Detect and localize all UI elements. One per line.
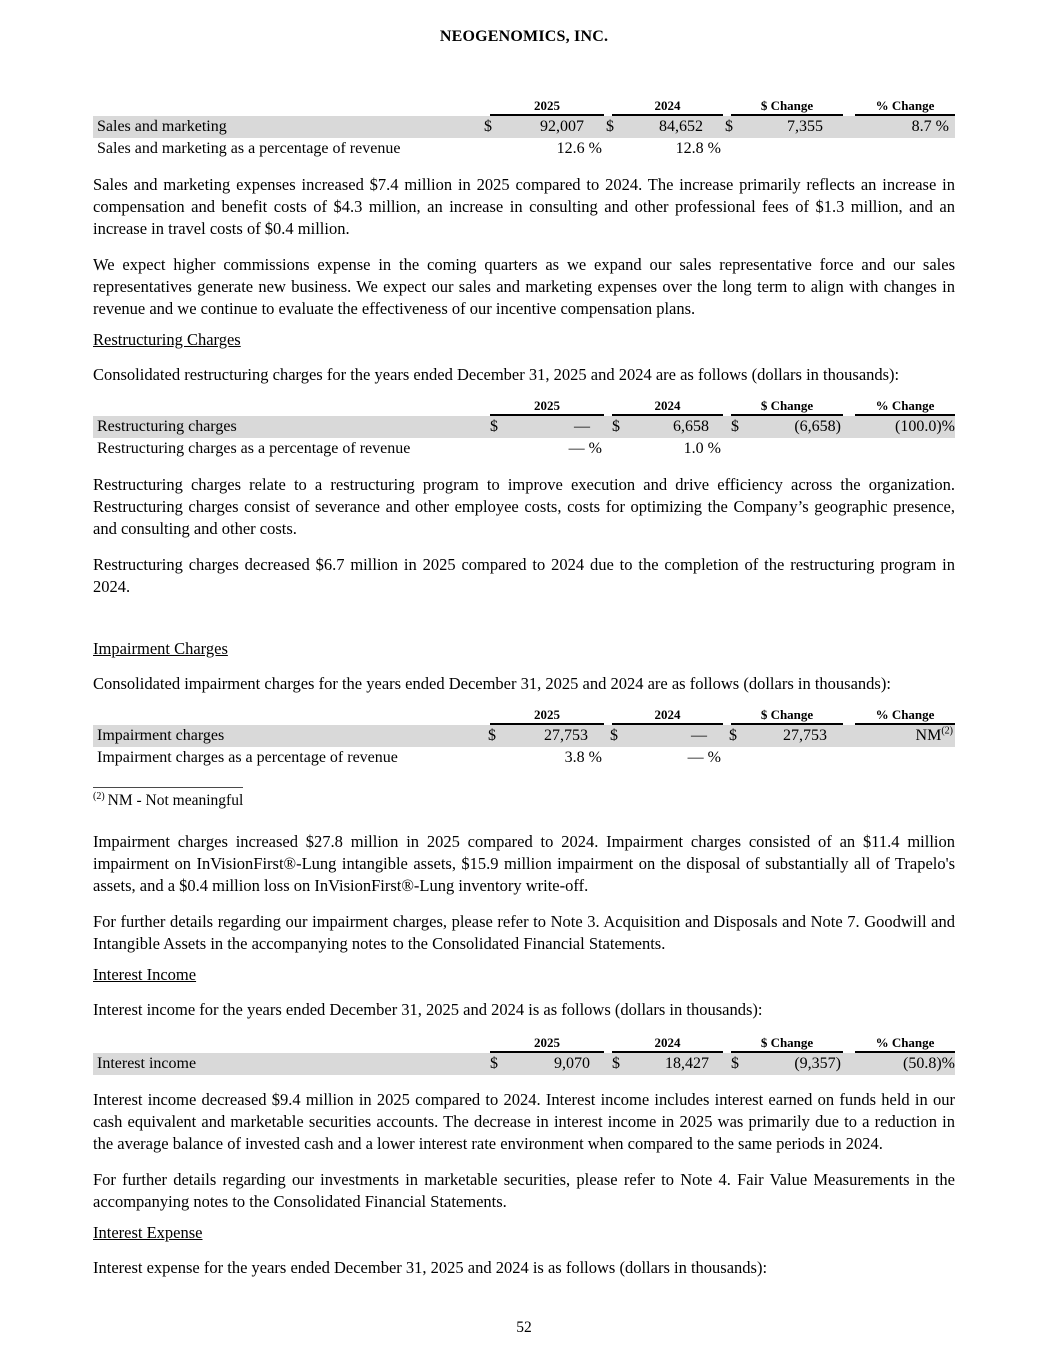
footnote	[93, 787, 955, 811]
column-header-dollar-change: $ Change	[731, 1035, 843, 1053]
interest-income-intro-para: Interest income for the years ended December 31, 2025 and 2024 is as follows (dollars in thousands):	[93, 1000, 763, 1019]
interest-income-para-2: For further details regarding our investments in marketable securities, please refer to Note 4. Fair Value Measurements in the accompanying notes to the Consolidated Financial Statements.	[93, 1170, 955, 1211]
dollar-sign: $	[610, 727, 618, 744]
cell-2024	[612, 438, 723, 460]
row-label: Interest income	[97, 1055, 197, 1072]
column-header-percent-change: % Change	[855, 707, 955, 725]
sales-marketing-table	[93, 98, 955, 160]
dollar-sign: $	[729, 727, 737, 744]
cell-2025	[484, 116, 598, 138]
footnote-line	[93, 791, 955, 811]
interest-expense-heading: Interest Expense	[93, 1223, 203, 1242]
page-number: 52	[516, 1319, 532, 1336]
column-header-2024: 2024	[612, 707, 723, 725]
value-2024: 18,427	[665, 1055, 709, 1072]
cell-dollar-change	[731, 416, 843, 438]
cell-2025	[488, 725, 602, 747]
cell-2025	[490, 416, 604, 438]
impairment-charges-table	[93, 707, 955, 769]
value-2025: 9,070	[554, 1055, 590, 1072]
value-dollar-change: (6,658)	[794, 418, 841, 435]
dollar-sign: $	[490, 418, 498, 435]
cell-2024	[612, 416, 723, 438]
column-header-2024: 2024	[612, 1035, 723, 1053]
value-dollar-change: 27,753	[783, 727, 827, 744]
restructuring-para-2: Restructuring charges decreased $6.7 million in 2025 compared to 2024 due to the completion of the restructuring program in 2024.	[93, 555, 955, 596]
restructuring-charges-heading: Restructuring Charges	[93, 330, 241, 349]
cell-percent-change: 8.7 %	[911, 118, 949, 135]
company-title: NEOGENOMICS, INC.	[439, 28, 609, 45]
row-label: Sales and marketing as a percentage of revenue	[97, 140, 401, 157]
value-2025: — %	[568, 440, 602, 457]
dollar-sign: $	[484, 118, 492, 135]
row-label: Impairment charges	[97, 727, 225, 744]
interest-income-table	[93, 1035, 955, 1075]
cell-2024	[612, 1053, 723, 1075]
row-label: Restructuring charges as a percentage of revenue	[97, 440, 411, 457]
row-label: Impairment charges as a percentage of revenue	[97, 749, 398, 766]
footnote-divider	[93, 787, 243, 788]
cell-2025	[490, 747, 604, 769]
value-2025: —	[574, 418, 590, 435]
dollar-sign: $	[606, 118, 614, 135]
cell-2025	[490, 438, 604, 460]
value-2024: 6,658	[673, 418, 709, 435]
value-2024: —	[691, 727, 707, 744]
footnote-marker: (2)	[93, 790, 105, 802]
dollar-sign: $	[612, 1055, 620, 1072]
dollar-sign: $	[488, 727, 496, 744]
column-header-dollar-change: $ Change	[731, 98, 843, 116]
dollar-sign: $	[490, 1055, 498, 1072]
value-2024: 84,652	[659, 118, 703, 135]
value-2025: 12.6 %	[556, 140, 602, 157]
cell-2025	[490, 138, 604, 160]
row-label: Sales and marketing	[97, 118, 227, 135]
value-dollar-change: (9,357)	[794, 1055, 841, 1072]
nm-value: NM	[915, 727, 942, 744]
table-header-row	[93, 1035, 955, 1053]
cell-2024	[606, 116, 717, 138]
restructuring-para-1: Restructuring charges relate to a restructuring program to improve execution and drive efficiency across the organization. Restructuring charges consist of severance and other employee costs, costs for optimizing the Company’s geographic presence, and consulting and other costs.	[93, 475, 955, 538]
cell-2024	[610, 725, 721, 747]
cell-percent-change: (50.8)%	[903, 1055, 955, 1072]
impairment-para-1: Impairment charges increased $27.8 million in 2025 compared to 2024. Impairment charges consisted of an $11.4 million impairment on InVisionFirst®-Lung intangible assets, $15.9 million impairment on the disposal of substantially all of Trapelo's assets, and a $0.4 million loss on InVisionFirst®-Lung inventory write-off.	[93, 832, 955, 895]
table-header-row	[93, 707, 955, 725]
footnote-text: NM - Not meaningful	[107, 792, 244, 809]
table-row	[93, 1053, 955, 1075]
column-header-dollar-change: $ Change	[731, 398, 843, 416]
footnote-ref: (2)	[941, 725, 953, 737]
cell-dollar-change	[729, 725, 841, 747]
sales-marketing-para-2: We expect higher commissions expense in the coming quarters as we expand our sales representative force and our sales representatives generate new business. We expect our sales and marketing expenses over the long term to align with changes in revenue and we continue to evaluate the effectiveness of our incentive compensation plans.	[93, 255, 955, 318]
cell-dollar-change	[725, 116, 837, 138]
column-header-2025: 2025	[490, 1035, 604, 1053]
dollar-sign: $	[725, 118, 733, 135]
restructuring-charges-table	[93, 398, 955, 460]
column-header-percent-change: % Change	[855, 1035, 955, 1053]
column-header-percent-change: % Change	[855, 98, 955, 116]
cell-percent-change: (100.0)%	[895, 418, 955, 435]
value-2025: 3.8 %	[564, 749, 602, 766]
impairment-para-2: For further details regarding our impairment charges, please refer to Note 3. Acquisition and Disposals and Note 7. Goodwill and Intangible Assets in the accompanying notes to the Consolidated Financial Statements.	[93, 912, 955, 953]
interest-income-heading: Interest Income	[93, 965, 197, 984]
row-label: Restructuring charges	[97, 418, 237, 435]
table-row	[93, 725, 955, 747]
value-dollar-change: 7,355	[787, 118, 823, 135]
column-header-2024: 2024	[612, 398, 723, 416]
dollar-sign: $	[731, 1055, 739, 1072]
restructuring-intro-para: Consolidated restructuring charges for the years ended December 31, 2025 and 2024 are as follows (dollars in thousands):	[93, 365, 900, 384]
cell-2025	[490, 1053, 604, 1075]
column-header-2024: 2024	[612, 98, 723, 116]
value-2024: 12.8 %	[675, 140, 721, 157]
table-header-row	[93, 98, 955, 116]
cell-2024	[612, 747, 723, 769]
table-row	[93, 138, 955, 160]
column-header-percent-change: % Change	[855, 398, 955, 416]
value-2025: 92,007	[540, 118, 584, 135]
cell-2024	[612, 138, 723, 160]
column-header-2025: 2025	[490, 98, 604, 116]
column-header-2025: 2025	[490, 707, 604, 725]
column-header-dollar-change: $ Change	[731, 707, 843, 725]
value-2025: 27,753	[544, 727, 588, 744]
dollar-sign: $	[731, 418, 739, 435]
table-row	[93, 116, 955, 138]
cell-dollar-change	[731, 1053, 843, 1075]
column-header-2025: 2025	[490, 398, 604, 416]
sales-marketing-para-1: Sales and marketing expenses increased $7.4 million in 2025 compared to 2024. The increase primarily reflects an increase in compensation and benefit costs of $4.3 million, an increase in consulting and other professional fees of $1.3 million, and an increase in travel costs of $0.4 million.	[93, 175, 955, 238]
value-2024: — %	[687, 749, 721, 766]
table-row	[93, 747, 955, 769]
cell-percent-change	[853, 725, 955, 747]
impairment-intro-para: Consolidated impairment charges for the years ended December 31, 2025 and 2024 are as follows (dollars in thousands):	[93, 674, 891, 693]
table-row	[93, 416, 955, 438]
table-header-row	[93, 398, 955, 416]
value-2024: 1.0 %	[683, 440, 721, 457]
impairment-charges-heading: Impairment Charges	[93, 639, 228, 658]
interest-income-para-1: Interest income decreased $9.4 million in 2025 compared to 2024. Interest income includes interest earned on funds held in our cash equivalent and marketable securities accounts. The decrease in interest income in 2025 was primarily due to a reduction in the average balance of invested cash and a lower interest rate environment when compared to the same periods in 2024.	[93, 1090, 955, 1153]
dollar-sign: $	[612, 418, 620, 435]
interest-expense-intro-para: Interest expense for the years ended December 31, 2025 and 2024 is as follows (dollars in thousands):	[93, 1258, 768, 1277]
table-row	[93, 438, 955, 460]
